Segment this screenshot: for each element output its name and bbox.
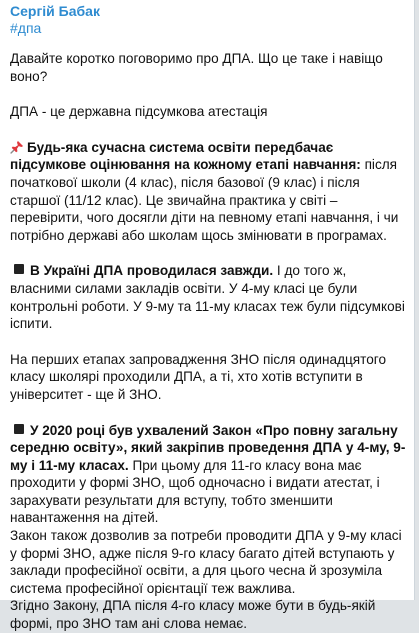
history-text: І до того ж, власними силами закладів освіти. У 4-му класі це були контрольні роботи. У 9-му та 11-му класах теж були підсумкові іспити. — [10, 263, 405, 332]
author-name[interactable]: Сергій Бабак — [10, 3, 100, 19]
paragraph-zno: На перших етапах запровадження ЗНО після одинадцятого класу школярі проходили ДПА, а ті, хто хотів вступити в університет - ще й ЗНО. — [10, 351, 386, 402]
law-bold-text: У 2020 році був ухвалений Закон «Про повну загальну середню освіту», який закріпив проведення ДПА у 4-му, 9-му і 11-му класах. — [10, 422, 406, 473]
paragraph-intro: Давайте коротко поговоримо про ДПА. Що це таке і навіщо воно? — [10, 51, 383, 84]
black-square-icon — [14, 424, 24, 434]
hashtag-link[interactable]: #дпа — [10, 20, 42, 36]
law-text-final: Згідно Закону, ДПА після 4-го класу може бути в будь-якій формі, про ЗНО там ані слова немає. — [10, 598, 376, 632]
assessment-text: після початкової школи (4 клас), після базової (9 клас) і після старшої (11/12 клас). Це звичайна практика у світі – перевірити, чого досягли діти на певному етапі навчання, і чи потрібно державі або школам щось змінювати в програмах. — [10, 157, 399, 243]
paragraph-history — [10, 262, 406, 332]
law-text: При цьому для 11-го класу вона має проходити у формі ЗНО, щоб одночасно і видати атестат, і зарахувати результати для вступу, тобто зменшити навантаження на дітей. — [10, 457, 380, 526]
paragraph-assessment — [10, 139, 406, 245]
pushpin-icon — [10, 140, 24, 154]
law-text-continued: Закон також дозволив за потреби проводити ДПА у 9-му класі у формі ЗНО, адже після 9-го класу багато дітей вступають у заклади професійної освіти, а для цього чесна й зрозуміла система професійної орієнтації теж важлива. — [10, 528, 402, 596]
assessment-bold-text: Будь-яка сучасна система освіти передбачає підсумкове оцінювання на кожному етапі навчання: — [10, 139, 361, 173]
paragraph-law — [10, 422, 406, 633]
history-bold-text: В Україні ДПА проводилася завжди. — [30, 263, 274, 279]
paragraph-definition: ДПА - це державна підсумкова атестація — [10, 104, 268, 120]
black-square-icon — [14, 264, 24, 274]
